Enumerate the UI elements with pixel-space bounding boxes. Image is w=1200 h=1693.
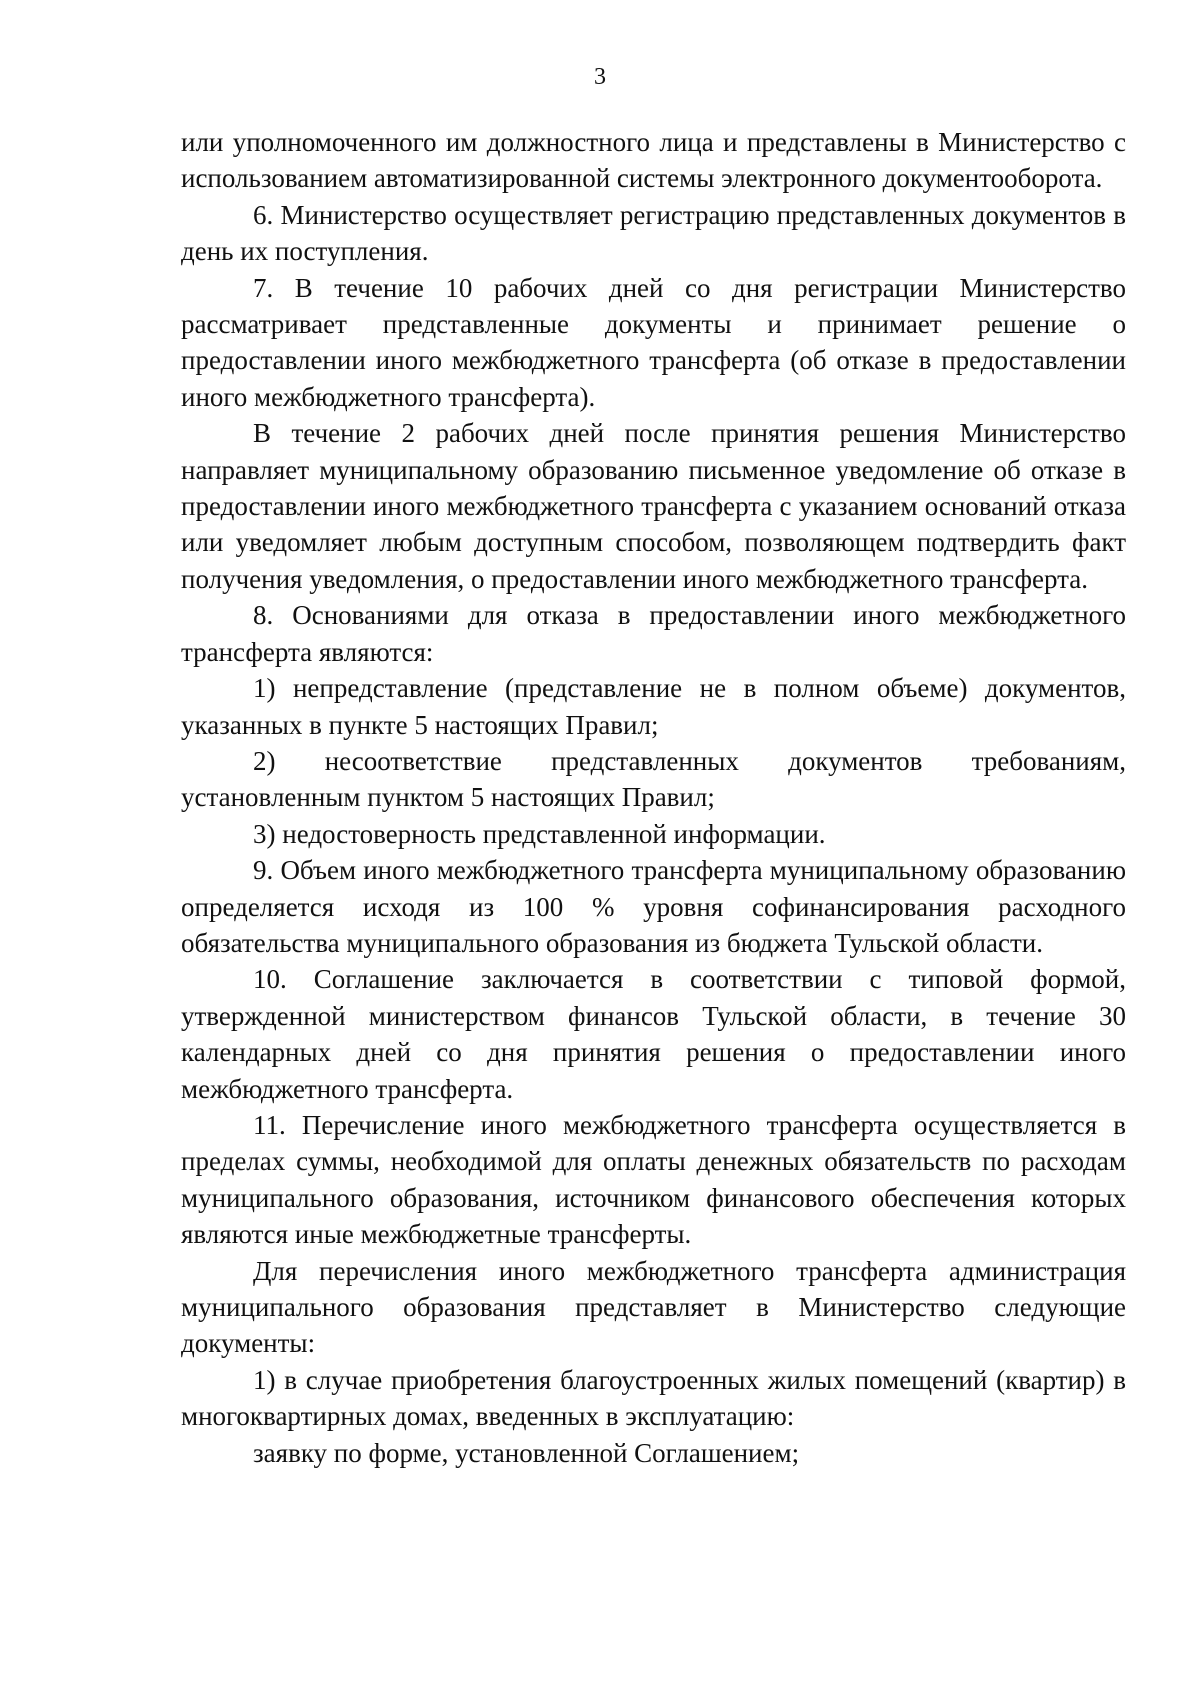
paragraph-item-10: 10. Соглашение заключается в соответствии с типовой формой, утвержденной министерством финансов Тульской области, в течение 30 календарных дней со дня принятия решения о предоставлении иного межбюджетного трансферта. [181,964,1126,1104]
paragraph-item-8-1: 1) непредставление (представление не в полном объеме) документов, указанных в пункте 5 настоящих Правил; [181,673,1126,740]
paragraph-item-8: 8. Основаниями для отказа в предоставлении иного межбюджетного трансферта являются: [181,600,1126,667]
paragraph-item-11-documents: Для перечисления иного межбюджетного трансферта администрация муниципального образования представляет в Министерство следующие документы: [181,1255,1126,1359]
paragraph-item-7-notice: В течение 2 рабочих дней после принятия решения Министерство направляет муниципальному образованию письменное уведомление об отказе в предоставлении иного межбюджетного трансферта с указанием оснований отказа или уведомляет любым доступным способом, позволяющем подтвердить факт получения уведомления, о предоставлении иного межбюджетного трансферта. [181,418,1126,594]
paragraph-item-8-2: 2) несоответствие представленных документов требованиям, установленным пунктом 5 настоящих Правил; [181,745,1126,813]
paragraph-item-8-3: 3) недостоверность представленной информации. [253,818,826,849]
paragraph-continuation: или уполномоченного им должностного лица и представлены в Министерство с использованием автоматизированной системы электронного документооборота. [181,127,1126,194]
paragraph-item-9: 9. Объем иного межбюджетного трансферта муниципальному образованию определяется исходя из 100 % уровня софинансирования расходного обязательства муниципального образования из бюджета Тульской области. [181,855,1126,958]
paragraph-item-7: 7. В течение 10 рабочих дней со дня регистрации Министерство рассматривает представленные документы и принимает решение о предоставлении иного межбюджетного трансферта (об отказе в предоставлении иного межбюджетного трансферта). [181,272,1126,412]
paragraph-item-11: 11. Перечисление иного межбюджетного трансферта осуществляется в пределах суммы, необходимой для оплаты денежных обязательств по расходам муниципального образования, источником финансового обеспечения которых являются иные межбюджетные трансферты. [181,1109,1126,1250]
paragraph-item-6: 6. Министерство осуществляет регистрацию представленных документов в день их поступления. [181,199,1126,267]
paragraph-item-11-1-request: заявку по форме, установленной Соглашением; [253,1437,800,1468]
page-number: 3 [594,64,606,90]
document-body [181,124,1126,1471]
paragraph-item-11-1: 1) в случае приобретения благоустроенных жилых помещений (квартир) в многоквартирных домах, введенных в эксплуатацию: [181,1364,1126,1432]
